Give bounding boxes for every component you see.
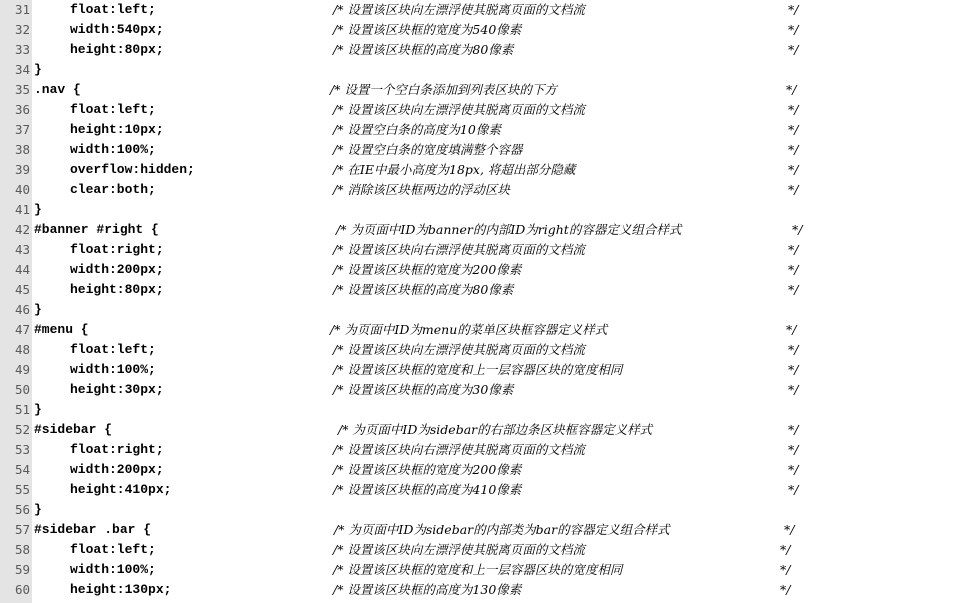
code-line[interactable] bbox=[0, 220, 954, 240]
code-text: height:30px; bbox=[70, 382, 164, 397]
code-comment: /* 设置该区块向左漂浮使其脱离页面的文档流 bbox=[333, 2, 585, 17]
code-line[interactable] bbox=[0, 520, 954, 540]
code-text: } bbox=[34, 202, 42, 217]
line-number: 60 bbox=[14, 582, 30, 597]
line-number: 48 bbox=[14, 342, 30, 357]
line-number: 58 bbox=[14, 542, 30, 557]
line-number: 39 bbox=[14, 162, 30, 177]
code-text: #banner #right { bbox=[34, 222, 159, 237]
code-text: height:10px; bbox=[70, 122, 164, 137]
code-line[interactable] bbox=[0, 160, 954, 180]
code-line[interactable] bbox=[0, 340, 954, 360]
code-line[interactable] bbox=[0, 100, 954, 120]
code-text: float:right; bbox=[70, 242, 164, 257]
code-line[interactable] bbox=[0, 180, 954, 200]
comment-end: */ bbox=[788, 262, 799, 277]
code-text: width:100%; bbox=[70, 142, 156, 157]
line-number: 34 bbox=[14, 62, 30, 77]
code-line[interactable] bbox=[0, 200, 954, 220]
line-number: 41 bbox=[14, 202, 30, 217]
comment-end: */ bbox=[788, 462, 799, 477]
code-text: } bbox=[34, 402, 42, 417]
code-text: #menu { bbox=[34, 322, 89, 337]
code-comment: /* 在IE中最小高度为18px, 将超出部分隐藏 bbox=[333, 162, 576, 177]
code-comment: /* 设置该区块向左漂浮使其脱离页面的文档流 bbox=[333, 542, 585, 557]
line-number: 44 bbox=[14, 262, 30, 277]
line-number: 31 bbox=[14, 2, 30, 17]
code-comment: /* 设置该区块框的高度为80像素 bbox=[333, 42, 514, 57]
code-line[interactable] bbox=[0, 500, 954, 520]
code-line[interactable] bbox=[0, 380, 954, 400]
line-number: 55 bbox=[14, 482, 30, 497]
line-number: 36 bbox=[14, 102, 30, 117]
line-number: 45 bbox=[14, 282, 30, 297]
line-number: 43 bbox=[14, 242, 30, 257]
comment-end: */ bbox=[788, 182, 799, 197]
code-text: } bbox=[34, 502, 42, 517]
code-line[interactable] bbox=[0, 300, 954, 320]
line-number: 35 bbox=[14, 82, 30, 97]
line-number: 49 bbox=[14, 362, 30, 377]
comment-end: */ bbox=[788, 162, 799, 177]
code-comment: /* 设置该区块框的宽度为200像素 bbox=[333, 262, 522, 277]
code-comment: /* 消除该区块框两边的浮动区块 bbox=[333, 182, 510, 197]
code-text: height:80px; bbox=[70, 282, 164, 297]
comment-end: */ bbox=[784, 522, 795, 537]
comment-end: */ bbox=[788, 102, 799, 117]
code-comment: /* 为页面中ID为banner的内部ID为right的容器定义组合样式 bbox=[336, 222, 682, 237]
comment-end: */ bbox=[792, 222, 803, 237]
code-text: float:right; bbox=[70, 442, 164, 457]
code-comment: /* 设置该区块框的高度为80像素 bbox=[333, 282, 514, 297]
code-line[interactable] bbox=[0, 0, 954, 20]
code-text: } bbox=[34, 302, 42, 317]
line-number: 51 bbox=[14, 402, 30, 417]
line-number: 57 bbox=[14, 522, 30, 537]
code-comment: /* 设置该区块框的宽度和上一层容器区块的宽度相同 bbox=[333, 562, 623, 577]
comment-end: */ bbox=[788, 482, 799, 497]
code-line[interactable] bbox=[0, 240, 954, 260]
code-line[interactable] bbox=[0, 80, 954, 100]
comment-end: */ bbox=[780, 582, 791, 597]
code-line[interactable] bbox=[0, 420, 954, 440]
code-text: height:130px; bbox=[70, 582, 172, 597]
code-comment: /* 设置该区块框的宽度为200像素 bbox=[333, 462, 522, 477]
code-comment: /* 设置该区块向右漂浮使其脱离页面的文档流 bbox=[333, 242, 585, 257]
code-comment: /* 设置该区块向右漂浮使其脱离页面的文档流 bbox=[333, 442, 585, 457]
line-number: 53 bbox=[14, 442, 30, 457]
line-number: 52 bbox=[14, 422, 30, 437]
code-text: float:left; bbox=[70, 342, 156, 357]
code-comment: /* 为页面中ID为menu的菜单区块框容器定义样式 bbox=[330, 322, 608, 337]
code-comment: /* 为页面中ID为sidebar的右部边条区块框容器定义样式 bbox=[338, 422, 653, 437]
code-comment: /* 为页面中ID为sidebar的内部类为bar的容器定义组合样式 bbox=[334, 522, 670, 537]
comment-end: */ bbox=[788, 242, 799, 257]
line-number: 38 bbox=[14, 142, 30, 157]
code-comment: /* 设置该区块向左漂浮使其脱离页面的文档流 bbox=[333, 102, 585, 117]
code-line[interactable] bbox=[0, 320, 954, 340]
code-line[interactable] bbox=[0, 20, 954, 40]
code-text: #sidebar { bbox=[34, 422, 113, 437]
line-number: 56 bbox=[14, 502, 30, 517]
line-number: 59 bbox=[14, 562, 30, 577]
code-line[interactable] bbox=[0, 40, 954, 60]
code-text: width:200px; bbox=[70, 462, 164, 477]
code-text: float:left; bbox=[70, 542, 156, 557]
line-number: 40 bbox=[14, 182, 30, 197]
code-comment: /* 设置该区块框的宽度和上一层容器区块的宽度相同 bbox=[333, 362, 623, 377]
code-line[interactable] bbox=[0, 560, 954, 580]
code-line[interactable] bbox=[0, 280, 954, 300]
code-text: width:540px; bbox=[70, 22, 164, 37]
code-text: width:100%; bbox=[70, 562, 156, 577]
code-text: overflow:hidden; bbox=[70, 162, 195, 177]
code-text: height:410px; bbox=[70, 482, 172, 497]
line-number: 47 bbox=[14, 322, 30, 337]
code-comment: /* 设置该区块框的高度为410像素 bbox=[333, 482, 522, 497]
comment-end: */ bbox=[788, 22, 799, 37]
comment-end: */ bbox=[786, 82, 797, 97]
code-comment: /* 设置该区块向左漂浮使其脱离页面的文档流 bbox=[333, 342, 585, 357]
comment-end: */ bbox=[780, 562, 791, 577]
comment-end: */ bbox=[788, 422, 799, 437]
line-number: 42 bbox=[14, 222, 30, 237]
line-number: 50 bbox=[14, 382, 30, 397]
code-text: float:left; bbox=[70, 2, 156, 17]
line-number: 32 bbox=[14, 22, 30, 37]
code-line[interactable] bbox=[0, 440, 954, 460]
code-text: #sidebar .bar { bbox=[34, 522, 152, 537]
code-text: } bbox=[34, 62, 42, 77]
code-line[interactable] bbox=[0, 400, 954, 420]
code-comment: /* 设置空白条的高度为10像素 bbox=[333, 122, 501, 137]
comment-end: */ bbox=[788, 282, 799, 297]
comment-end: */ bbox=[786, 322, 797, 337]
code-text: width:100%; bbox=[70, 362, 156, 377]
comment-end: */ bbox=[788, 382, 799, 397]
code-line[interactable] bbox=[0, 260, 954, 280]
code-text: clear:both; bbox=[70, 182, 156, 197]
code-comment: /* 设置该区块框的高度为30像素 bbox=[333, 382, 514, 397]
code-line[interactable] bbox=[0, 140, 954, 160]
code-line[interactable] bbox=[0, 120, 954, 140]
code-line[interactable] bbox=[0, 540, 954, 560]
line-number: 54 bbox=[14, 462, 30, 477]
comment-end: */ bbox=[788, 142, 799, 157]
line-number: 33 bbox=[14, 42, 30, 57]
code-line[interactable] bbox=[0, 60, 954, 80]
comment-end: */ bbox=[788, 442, 799, 457]
code-comment: /* 设置空白条的宽度填满整个容器 bbox=[333, 142, 523, 157]
code-comment: /* 设置一个空白条添加到列表区块的下方 bbox=[330, 82, 557, 97]
code-line[interactable] bbox=[0, 460, 954, 480]
code-comment: /* 设置该区块框的宽度为540像素 bbox=[333, 22, 522, 37]
comment-end: */ bbox=[788, 2, 799, 17]
code-text: height:80px; bbox=[70, 42, 164, 57]
code-line[interactable] bbox=[0, 360, 954, 380]
code-text: float:left; bbox=[70, 102, 156, 117]
comment-end: */ bbox=[788, 362, 799, 377]
comment-end: */ bbox=[780, 542, 791, 557]
line-number: 37 bbox=[14, 122, 30, 137]
comment-end: */ bbox=[788, 122, 799, 137]
code-comment: /* 设置该区块框的高度为130像素 bbox=[333, 582, 522, 597]
code-text: width:200px; bbox=[70, 262, 164, 277]
code-text: .nav { bbox=[34, 82, 81, 97]
comment-end: */ bbox=[788, 342, 799, 357]
code-line[interactable] bbox=[0, 480, 954, 500]
code-line[interactable] bbox=[0, 580, 954, 600]
comment-end: */ bbox=[788, 42, 799, 57]
line-number: 46 bbox=[14, 302, 30, 317]
